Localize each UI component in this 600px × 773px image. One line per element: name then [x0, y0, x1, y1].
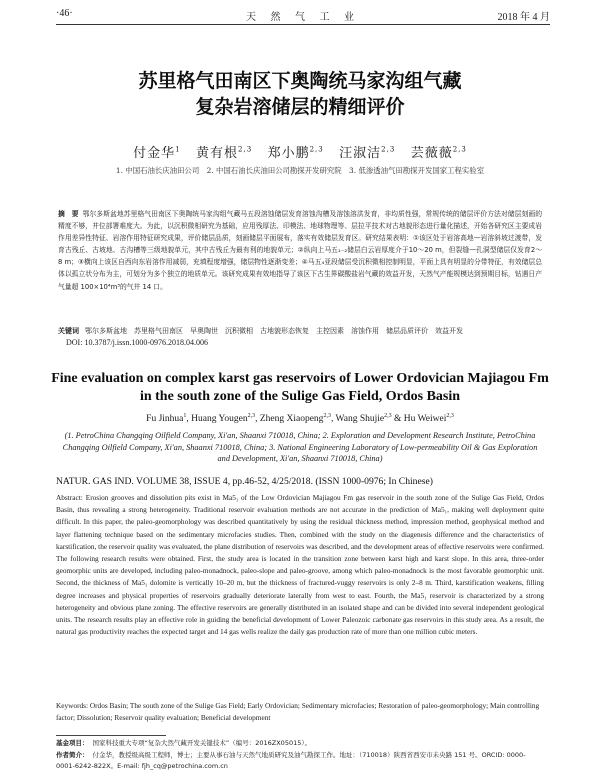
chinese-title-line-1: 苏里格气田南区下奥陶统马家沟组气藏 [138, 70, 462, 92]
author-name: 郑小鹏 [267, 146, 310, 161]
author-affiliation-mark: 2,3 [452, 145, 467, 154]
chinese-keywords-text: 鄂尔多斯盆地 苏里格气田南区 早奥陶世 沉积微相 古地貌形态恢复 主控因素 溶蚀作用 储层品质评价 效益开发 [85, 327, 463, 335]
author-affiliation-mark: 2,3 [384, 413, 392, 419]
english-title-line-2: in the south zone of the Sulige Gas Field, Ordos Basin [139, 389, 461, 404]
english-abstract-text: Erosion grooves and dissolution pits exist in Ma5₁ of the Low Ordovician Majiagou Fm gas reservoir in the south zone of the Sulige Gas Field, Ordos Basin, thus revealing a strong heterogeneity. Traditional reservoir evaluation methods are not accurate in the prediction of Ma5₁, making well deployment quite difficult. In this paper, the paleo-geomorphology was described quantitatively by using the residual thickness method, impression method, geophysical method and layer flattening technique based on the sedimentary microfacies studies. Then, combined with the study on the diagenesis difference and the characteristics of karstification, the reservoir quality was evaluated, the plane distribution of reservoirs was described, and the development areas of effective reservoirs were confirmed. The following research results were obtained. First, the study area is located in the transition zone between karst high and karst slope. In this area, three-order geomorphic units are developed, including paleo-monadnock, paleo-slope and paleo-groove, among which paleo-monadnock is the most favorable geomorphic unit. Second, the thickness of Ma5₁ dolomite is vertically 10–20 m, but the thickness of fractured-vuggy reservoirs is only 2–8 m. Third, karstification weakens, filling degree increases and physical properties of reservoirs gradually deteriorate laterally from west to east. Fourth, the Ma5₁ reservoir is characterized by a strong heterogeneity and obvious plane zoning. The effective reservoirs are generally distributed in an isolated shape and can be divided into several independent geological units. The research results play an effective role in guiding the beneficial development of Lower Paleozoic carbonate gas reservoirs in this study area. As a result, the natural gas productivity reaches the expected target and 14 gas wells realize the daily gas production rate of more than one million cubic meters. [56, 493, 544, 637]
author-affiliation-mark: 1 [183, 413, 187, 419]
author-affiliation-mark: 1 [175, 145, 181, 154]
chinese-title-line-2: 复杂岩溶储层的精细评价 [195, 96, 405, 118]
footnote-fund-label: 基金项目： [56, 739, 89, 747]
chinese-abstract-text: 鄂尔多斯盆地苏里格气田南区下奥陶统马家沟组气藏马五段溶蚀储层发育溶蚀沟槽及溶蚀溶洪发育，非均质性强，常规传统的储层评价方法对储层刻画的精度不够，井位部署难度大。为此，以沉积微相研究为基础，应用残厚法、印模法、地球物理等、层拉平技术对古地貌形态进行量化描述，开始各研究区主要成岩作用差异性特征、岩溶作用特征研究成果，评价储层品质，刻画储层平面展布，落实有效储层发育区。研究结果表明：①该区处于岩溶高地—岩溶斜坡过渡带，发育古残丘、古坡地、古沟槽等三级地貌单元，其中古残丘为最有利的地貌单元；②纵向上马五₁₋₂储层白云岩厚度介于10～20 m，但裂缝—孔洞型储层仅发育2～8 m；③横向上该区自西向东岩溶作用减弱，充填程度增强，储层物性逐渐变差；④马五₄亚段储层受沉积微相控制明显，平面上具有明显的分带特征，有效储层总体以孤立状分布为主，可划分为多个独立的地质单元。该研究成果有效地指导了该区下古生界碳酸盐岩气藏的效益开发，天然气产能规模达到预期目标，钻遇日产气量超 100×10⁴m³的气井 14 口。 [58, 210, 543, 291]
author-name: Huang Yougen [191, 414, 248, 425]
author-name: 芸薇薇 [410, 146, 453, 161]
author-name: Hu Weiwei [403, 414, 447, 425]
english-abstract-label: Abstract: [56, 493, 83, 502]
english-abstract [56, 492, 544, 638]
author-affiliation-mark: 2,3 [446, 413, 454, 419]
author-name: 付金华 [133, 146, 176, 161]
chinese-abstract [58, 208, 542, 293]
footnote-divider [56, 735, 166, 736]
chinese-author-list [40, 142, 560, 161]
footnote-author-text: 付金华，教授级高级工程师，博士；主要从事石油与天然气地质研究及油气勘探工作。地址：（710018）陕西省西安市未央路 151 号。ORCID: 0000-0001-6242-822X。E-mail: fjh_cq@petrochina.com.cn [56, 750, 526, 770]
issue-date: 2018 年 4 月 [497, 12, 550, 23]
footnote-fund [56, 738, 544, 750]
doi-link[interactable]: DOI: 10.3787/j.issn.1000-0976.2018.04.006 [66, 338, 208, 347]
author-affiliation-mark: 2,3 [309, 145, 324, 154]
author-name: Zheng Xiaopeng [259, 414, 324, 425]
footnote-fund-text: 国家科技重大专项“复杂大然气藏开发关键技术”（编号：2016ZX05015）。 [92, 739, 312, 747]
chinese-keywords [58, 326, 542, 336]
journal-name: 天 然 气 工 业 [246, 12, 360, 23]
english-keywords-label: Keywords: [56, 701, 89, 710]
author-name: Fu Jinhua [146, 414, 184, 425]
english-author-list: Fu Jinhua$^1$, Huang Yougen$^{2,3}$, Zheng Xiaopeng$^{2,3}$, Wang Shujie$^{2,3}$ & Hu Weiwei$^{2,3}$ [146, 413, 454, 425]
footnote-author [56, 750, 544, 773]
page-number: ·46· [56, 8, 73, 19]
chinese-affiliations: 1. 中国石油长庆油田公司 2. 中国石油长庆油田公司勘探开发研究院 3. 低渗透油气田勘探开发国家工程实验室 [115, 166, 485, 175]
chinese-abstract-label: 摘 要 [58, 210, 79, 218]
author-affiliation-mark: 2,3 [238, 145, 253, 154]
footnotes [56, 738, 544, 773]
english-keywords [56, 700, 544, 724]
english-keywords-text: Ordos Basin; The south zone of the Sulige Gas Field; Early Ordovician; Sedimentary microfacies; Restoration of paleo-geomorphology; Main controlling factor; Dissolution; Reservoir quality evaluation; Beneficial development [56, 701, 540, 722]
running-header [56, 6, 550, 25]
chinese-keywords-label: 关键词 [58, 327, 79, 335]
author-name: Wang Shujie [335, 414, 385, 425]
author-name: 黄有根 [196, 146, 239, 161]
author-affiliation-mark: 2,3 [247, 413, 256, 419]
footnote-author-label: 作者简介： [56, 750, 89, 759]
english-title [30, 370, 570, 406]
chinese-title [40, 68, 560, 120]
author-affiliation-mark: 2,3 [381, 145, 396, 154]
english-title-line-1: Fine evaluation on complex karst gas reservoirs of Lower Ordovician Majiagou Fm [51, 371, 549, 386]
author-name: 汪淑洁 [339, 146, 382, 161]
author-affiliation-mark: 2,3 [323, 413, 331, 419]
citation-line: NATUR. GAS IND. VOLUME 38, ISSUE 4, pp.46-52, 4/25/2018. (ISSN 1000-0976; In Chinese) [56, 476, 433, 487]
english-affiliations: (1. PetroChina Changqing Oilfield Company, Xi'an, Shaanxi 710018, China; 2. Exploration and Development Research Institute, PetroChina Changqing Oilfield Company, Xi'an, Shaanxi 710018, China; 3. National Engineering Laboratory of Low-permeability Oil & Gas Exploration and Development, Xi'an, Shaanxi 710018, China) [62, 431, 538, 464]
